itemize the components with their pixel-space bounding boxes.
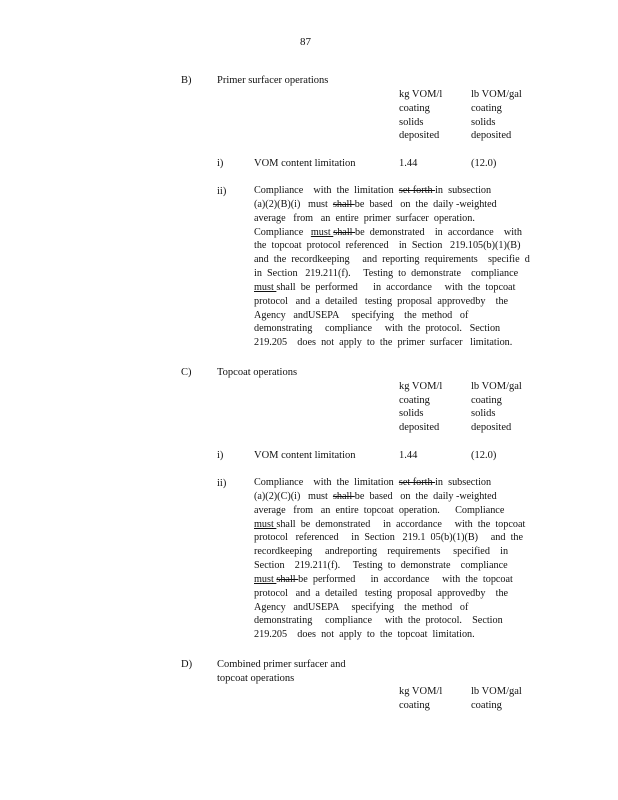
inserted-text: must — [254, 518, 277, 530]
section-b-i-lb: (12.0) — [471, 158, 497, 169]
section-d-label: D) — [181, 659, 193, 670]
section-c-i-kg: 1.44 — [399, 450, 418, 461]
section-c-i-lb: (12.0) — [471, 450, 497, 461]
paragraph-line: Compliance must shall be demonstrated in accordance with — [254, 226, 522, 238]
paragraph-line: the topcoat protocol referenced in Section 219.105(b)(1)(B) — [254, 240, 521, 252]
section-c-label: C) — [181, 367, 192, 378]
paragraph-line: demonstrating compliance with the protocol. Section — [254, 615, 503, 627]
paragraph-line: and the recordkeeping and reporting requirements specifie d — [254, 254, 530, 266]
section-d-kg-line: kg VOM/l — [399, 686, 443, 697]
units-kg-line: solids — [399, 408, 424, 419]
paragraph-line: 219.205 does not apply to the primer surfacer limitation. — [254, 337, 513, 349]
paragraph-line: 219.205 does not apply to the topcoat limitation. — [254, 629, 475, 641]
struck-text: set forth — [398, 185, 436, 196]
section-b-ii-label: ii) — [217, 186, 227, 197]
units-lb-line: coating — [471, 395, 502, 406]
struck-text: shall — [332, 198, 355, 210]
units-kg-line: deposited — [399, 130, 440, 141]
paragraph-line: protocol and a detailed testing proposal approvedby the — [254, 587, 509, 599]
section-c-i-label: i) — [217, 450, 224, 461]
paragraph-line: Agency andUSEPA specifying the method of — [254, 309, 469, 321]
paragraph-line: (a)(2)(B)(i) must shall be based on the daily -weighted — [254, 198, 497, 210]
section-b-title: Primer surfacer operations — [217, 75, 329, 86]
units-lb-line: coating — [471, 103, 502, 114]
paragraph-line: in Section 219.211(f). Testing to demonstrate compliance — [254, 268, 519, 280]
section-c-title: Topcoat operations — [217, 367, 298, 378]
section-d-lb-line: coating — [471, 700, 502, 711]
paragraph-line: Agency andUSEPA specifying the method of — [254, 601, 469, 613]
struck-text: set forth — [398, 477, 436, 488]
struck-text: shall — [276, 573, 299, 585]
section-b-label: B) — [181, 75, 192, 86]
inserted-text: must — [254, 281, 277, 293]
section-d-title-line1: Combined primer surfacer and — [217, 659, 346, 670]
inserted-text: must — [254, 573, 277, 585]
units-kg-line: kg VOM/l — [399, 381, 443, 392]
section-b-i-kg: 1.44 — [399, 158, 418, 169]
struck-text: shall — [332, 490, 355, 502]
units-kg-line: solids — [399, 117, 424, 128]
paragraph-line: Compliance with the limitation set forth in subsection — [254, 477, 492, 488]
inserted-text: must — [310, 226, 334, 238]
units-kg-line: kg VOM/l — [399, 89, 443, 100]
paragraph-line: Section 219.211(f). Testing to demonstrate compliance — [254, 560, 508, 572]
section-b-ii-paragraph — [254, 184, 530, 350]
units-lb-line: solids — [471, 117, 496, 128]
units-lb-line: deposited — [471, 422, 512, 433]
page-number: 87 — [300, 36, 311, 48]
struck-text: shall — [333, 226, 356, 238]
units-lb-line: lb VOM/gal — [471, 381, 522, 392]
paragraph-line: must shall be demonstrated in accordance with the topcoat — [254, 518, 526, 530]
paragraph-line: average from an entire topcoat operation. Compliance — [254, 504, 505, 516]
section-d-kg-line: coating — [399, 700, 430, 711]
units-kg-line: coating — [399, 103, 430, 114]
paragraph-line: recordkeeping andreporting requirements specified in — [254, 546, 509, 558]
units-kg-line: coating — [399, 395, 430, 406]
units-lb-line: deposited — [471, 130, 512, 141]
units-lb-line: solids — [471, 408, 496, 419]
section-d-lb-line: lb VOM/gal — [471, 686, 522, 697]
units-lb-line: lb VOM/gal — [471, 89, 522, 100]
section-c-i-text: VOM content limitation — [254, 450, 356, 461]
paragraph-line: (a)(2)(C)(i) must shall be based on the daily -weighted — [254, 490, 497, 502]
paragraph-line: must shall be performed in accordance with the topcoat — [254, 281, 516, 293]
paragraph-line: protocol and a detailed testing proposal approvedby the — [254, 295, 509, 307]
section-d-title-line2: topcoat operations — [217, 673, 295, 684]
section-c-ii-paragraph — [254, 476, 526, 642]
section-c-ii-label: ii) — [217, 478, 227, 489]
section-b-i-text: VOM content limitation — [254, 158, 356, 169]
paragraph-line: protocol referenced in Section 219.1 05(b)(1)(B) and the — [254, 532, 524, 544]
paragraph-line: demonstrating compliance with the protocol. Section — [254, 323, 501, 335]
paragraph-line: Compliance with the limitation set forth in subsection — [254, 185, 492, 196]
section-b-i-label: i) — [217, 158, 224, 169]
units-kg-line: deposited — [399, 422, 440, 433]
paragraph-line: must shall be performed in accordance with the topcoat — [254, 573, 513, 585]
paragraph-line: average from an entire primer surfacer operation. — [254, 212, 475, 224]
